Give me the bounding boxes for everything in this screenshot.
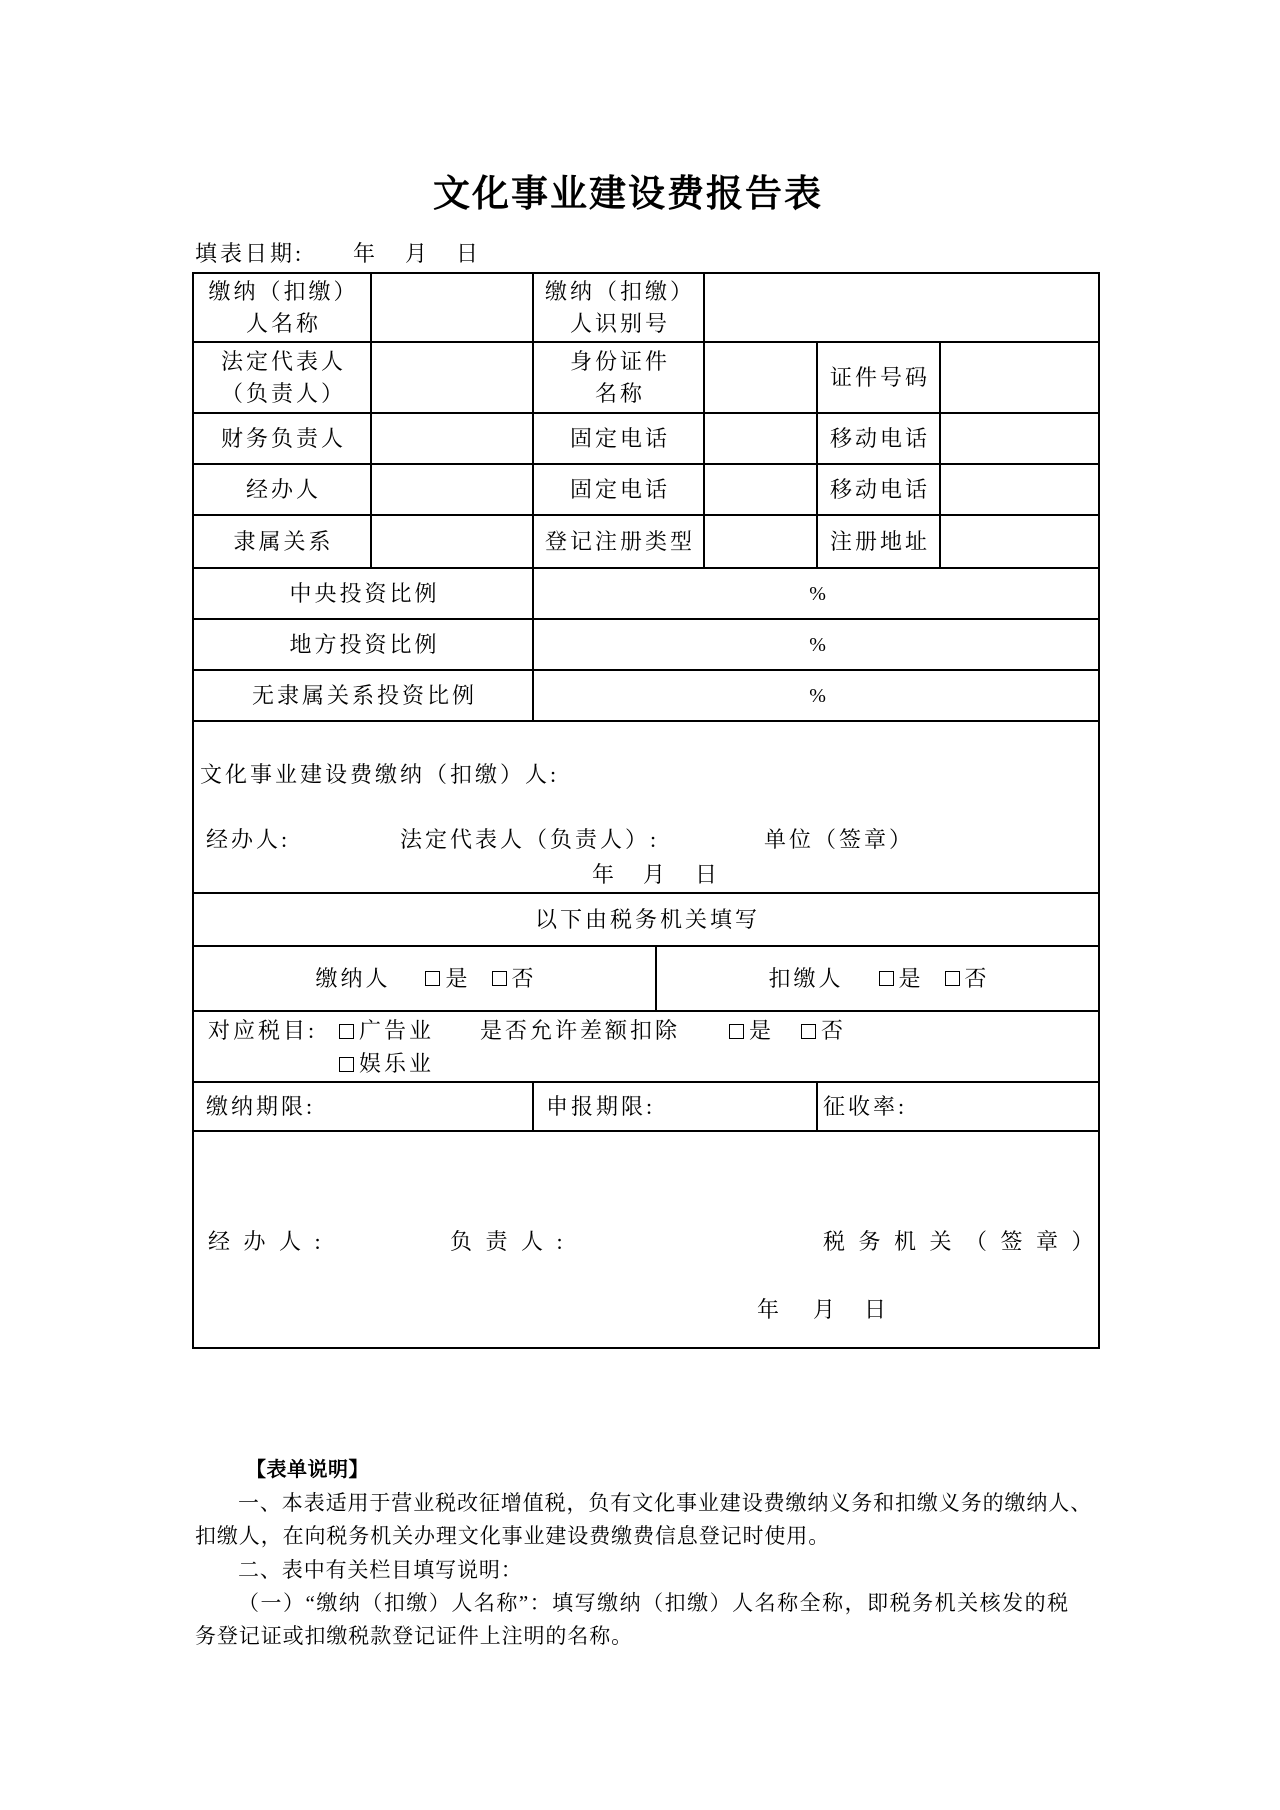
payer-name-label-line: 人名称	[245, 310, 321, 336]
declaration-section	[193, 721, 1099, 893]
payer-id-label-line: 缴纳（扣缴）	[545, 278, 696, 304]
declaration-content	[194, 722, 1098, 892]
payer-id-label-line: 人识别号	[570, 310, 671, 336]
id-doc-name-label-line: 身份证件	[570, 348, 671, 374]
form-row-periods	[193, 1082, 1099, 1131]
payer-name-label-line: 缴纳（扣缴）	[208, 278, 359, 304]
declaration-date-day: 日	[695, 862, 721, 887]
form-row-affiliation	[193, 515, 1099, 568]
agent-mobile-phone-field[interactable]	[940, 464, 1099, 515]
central-investment-ratio-label: 中央投资比例	[193, 568, 533, 619]
withholder-yes-option[interactable]	[879, 966, 924, 992]
finance-head-label: 财务负责人	[193, 413, 371, 464]
signoff-agent-label: 经办人:	[208, 1229, 335, 1254]
form-row-tax-authority-header	[193, 893, 1099, 946]
payer-yes-label: 是	[445, 965, 471, 991]
instructions-heading: 【表单说明】	[246, 1459, 369, 1481]
agent-fixed-phone-label: 固定电话	[533, 464, 704, 515]
finance-head-mobile-phone-field[interactable]	[940, 413, 1099, 464]
deduction-no-checkbox[interactable]	[801, 1024, 816, 1039]
instructions-line: 二、表中有关栏目填写说明：	[238, 1558, 523, 1582]
form-row-central-investment	[193, 568, 1099, 619]
instructions-line: 一、本表适用于营业税改征增值税，负有文化事业建设费缴纳义务和扣缴义务的缴纳人、	[238, 1491, 1093, 1515]
payer-id-label	[533, 273, 704, 342]
deduction-yes-label: 是	[749, 1018, 775, 1043]
declaration-payer-line: 文化事业建设费缴纳（扣缴）人:	[200, 762, 560, 787]
central-investment-ratio-field[interactable]	[533, 568, 1099, 619]
form-row-declaration	[193, 721, 1099, 893]
fill-date-day: 日	[456, 241, 482, 266]
payer-choice-label: 缴纳人	[315, 965, 391, 991]
percent-sign: %	[809, 583, 826, 605]
form-row-payer-withholder	[193, 946, 1099, 1011]
payer-choice-group	[197, 966, 655, 992]
percent-sign: %	[809, 634, 826, 656]
id-number-label: 证件号码	[817, 342, 940, 413]
advertising-checkbox[interactable]	[339, 1024, 354, 1039]
payer-no-checkbox[interactable]	[492, 971, 507, 986]
payer-yes-option[interactable]	[425, 966, 470, 992]
form-row-authority-signoff	[193, 1131, 1099, 1348]
local-investment-ratio-field[interactable]	[533, 619, 1099, 670]
form-row-legal-rep	[193, 342, 1099, 413]
tax-item-content	[194, 1012, 1098, 1081]
deduction-no-label: 否	[821, 1018, 847, 1043]
finance-head-field[interactable]	[371, 413, 533, 464]
form-row-local-investment	[193, 619, 1099, 670]
legal-rep-label-line: 法定代表人	[220, 348, 346, 374]
form-row-payer	[193, 273, 1099, 342]
form-row-unaffiliated-investment	[193, 670, 1099, 721]
registered-address-label: 注册地址	[817, 515, 940, 568]
registration-type-field[interactable]	[704, 515, 817, 568]
entertainment-option[interactable]	[339, 1051, 434, 1077]
differential-deduction-label: 是否允许差额扣除	[480, 1018, 681, 1043]
id-doc-name-label-line: 名称	[595, 380, 646, 406]
payment-period-label: 缴纳期限:	[193, 1082, 533, 1131]
form-row-agent	[193, 464, 1099, 515]
registration-type-label: 登记注册类型	[533, 515, 704, 568]
payer-no-option[interactable]	[492, 966, 537, 992]
instructions-line: 务登记证或扣缴税款登记证件上注明的名称。	[195, 1624, 633, 1648]
advertising-label: 广告业	[359, 1018, 435, 1043]
agent-fixed-phone-field[interactable]	[704, 464, 817, 515]
local-investment-ratio-label: 地方投资比例	[193, 619, 533, 670]
unaffiliated-investment-ratio-label: 无隶属关系投资比例	[193, 670, 533, 721]
instructions-line: 扣缴人，在向税务机关办理文化事业建设费缴费信息登记时使用。	[195, 1524, 831, 1548]
withholder-no-checkbox[interactable]	[945, 971, 960, 986]
declaration-legal-rep-label: 法定代表人（负责人）:	[400, 827, 660, 852]
signoff-head-label: 负责人:	[450, 1229, 577, 1254]
declaration-unit-seal-label: 单位（签章）	[764, 827, 915, 852]
signoff-date-year: 年	[757, 1297, 783, 1322]
legal-rep-label-line: （负责人）	[220, 380, 346, 406]
agent-mobile-phone-label: 移动电话	[817, 464, 940, 515]
deduction-yes-checkbox[interactable]	[729, 1024, 744, 1039]
payer-yes-checkbox[interactable]	[425, 971, 440, 986]
withholder-choice-group	[660, 966, 1098, 992]
signoff-date-day: 日	[864, 1297, 890, 1322]
unaffiliated-investment-ratio-field[interactable]	[533, 670, 1099, 721]
percent-sign: %	[809, 685, 826, 707]
form-row-tax-item	[193, 1011, 1099, 1082]
report-form-table	[192, 272, 1108, 1349]
withholder-yes-label: 是	[898, 965, 924, 991]
id-number-field[interactable]	[940, 342, 1099, 413]
instructions-line: （一）“缴纳（扣缴）人名称”：填写缴纳（扣缴）人名称全称，即税务机关核发的税	[238, 1591, 1070, 1615]
signoff-date-month: 月	[813, 1297, 839, 1322]
filing-period-label: 申报期限:	[533, 1082, 817, 1131]
agent-field[interactable]	[371, 464, 533, 515]
affiliation-label: 隶属关系	[193, 515, 371, 568]
deduction-no-option[interactable]	[801, 1018, 846, 1044]
tax-item-cell	[193, 1011, 1099, 1082]
entertainment-label: 娱乐业	[359, 1051, 435, 1076]
levy-rate-label: 征收率:	[817, 1082, 1099, 1131]
tax-item-label: 对应税目:	[208, 1018, 318, 1043]
declaration-agent-label: 经办人:	[206, 827, 291, 852]
form-title: 文化事业建设费报告表	[433, 174, 823, 215]
signoff-authority-seal-label: 税务机关（签章）	[823, 1229, 1108, 1254]
payer-name-field[interactable]	[371, 273, 533, 342]
advertising-option[interactable]	[339, 1018, 434, 1044]
withholder-no-option[interactable]	[945, 966, 990, 992]
id-doc-name-label	[533, 342, 704, 413]
fill-date-month: 月	[405, 241, 431, 266]
finance-head-fixed-phone-field[interactable]	[704, 413, 817, 464]
entertainment-checkbox[interactable]	[339, 1057, 354, 1072]
registered-address-field[interactable]	[940, 515, 1099, 568]
declaration-date-month: 月	[643, 862, 669, 887]
authority-signoff-content	[194, 1132, 1108, 1347]
legal-rep-field[interactable]	[371, 342, 533, 413]
tax-authority-section-header: 以下由税务机关填写	[193, 893, 1099, 946]
deduction-yes-option[interactable]	[729, 1018, 774, 1044]
withholder-choice-cell	[656, 946, 1099, 1011]
payer-name-label	[193, 273, 371, 342]
agent-label: 经办人	[193, 464, 371, 515]
fill-date-label: 填表日期:	[195, 241, 305, 266]
affiliation-field[interactable]	[371, 515, 533, 568]
id-doc-name-field[interactable]	[704, 342, 817, 413]
withholder-yes-checkbox[interactable]	[879, 971, 894, 986]
payer-no-label: 否	[511, 965, 537, 991]
payer-id-field[interactable]	[704, 273, 1099, 342]
legal-rep-label	[193, 342, 371, 413]
declaration-date-year: 年	[592, 862, 618, 887]
finance-head-mobile-phone-label: 移动电话	[817, 413, 940, 464]
withholder-choice-label: 扣缴人	[768, 965, 844, 991]
authority-signoff-section	[193, 1131, 1108, 1348]
payer-choice-cell	[193, 946, 656, 1011]
fill-date-year: 年	[353, 241, 379, 266]
form-row-finance-head	[193, 413, 1099, 464]
withholder-no-label: 否	[964, 965, 990, 991]
finance-head-fixed-phone-label: 固定电话	[533, 413, 704, 464]
